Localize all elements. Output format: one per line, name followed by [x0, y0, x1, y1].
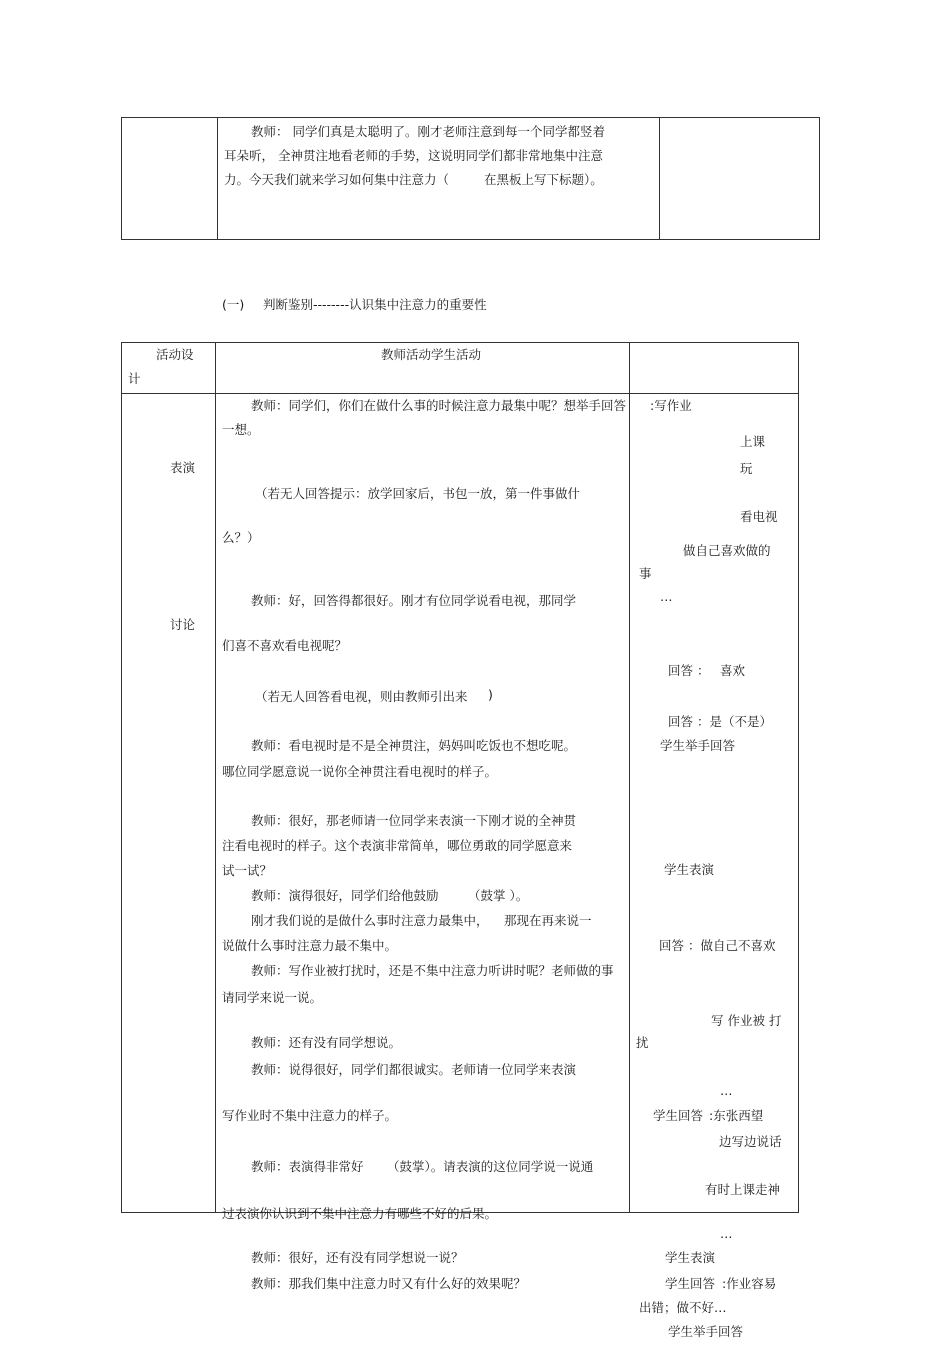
teacher-line: （若无人回答看电视，则由教师引出来 — [255, 689, 468, 704]
student-line: … — [720, 1083, 733, 1098]
student-line: 学生表演 — [664, 862, 715, 877]
student-line: 回答 ：是（不是） — [668, 714, 772, 729]
teacher-line: 过表演你认识到不集中注意力有哪些不好的后果。 — [222, 1206, 498, 1221]
student-line: … — [720, 1226, 733, 1241]
activity-table-divider-right — [629, 342, 630, 1213]
teacher-line: （鼓掌）。请表演的这位同学说一说通 — [387, 1159, 594, 1174]
student-line: 上课 — [740, 434, 766, 449]
teacher-line: 教师：说得很好，同学们都很诚实。老师请一位同学来表演 — [251, 1062, 577, 1077]
teacher-line: 教师：还有没有同学想说。 — [251, 1035, 402, 1050]
student-line: 写 作业被 打 — [711, 1013, 782, 1028]
student-line: 玩 — [740, 461, 753, 476]
student-line: :写作业 — [650, 398, 692, 413]
intro-text-line: 教师： 同学们真是太聪明了。刚才老师注意到每一个同学都竖着 — [251, 124, 605, 139]
teacher-line: 们喜不喜欢看电视呢？ — [222, 638, 348, 653]
teacher-line: 写作业时不集中注意力的样子。 — [222, 1108, 398, 1123]
teacher-line: 刚才我们说的是做什么事时注意力最集中， — [251, 913, 489, 928]
student-line: 有时上课走神 — [705, 1182, 781, 1197]
intro-text-line: 在黑板上写下标题）。 — [484, 172, 603, 187]
student-line: :东张西望 — [709, 1108, 764, 1123]
header-design: 活动设 — [156, 347, 194, 362]
student-line: 出错；做不好… — [639, 1300, 727, 1315]
student-line: :作业容易 — [722, 1276, 777, 1291]
student-line: 看电视 — [740, 509, 778, 524]
intro-table-divider-left — [217, 117, 218, 240]
teacher-line: 教师：很好，还有没有同学想说一说？ — [251, 1250, 464, 1265]
student-line: 回答 ：做自己不喜欢 — [659, 938, 776, 953]
teacher-line: 教师：演得很好，同学们给他鼓励 — [251, 888, 439, 903]
design-label: 表演 — [170, 460, 196, 475]
student-line: 学生举手回答 — [660, 738, 736, 753]
intro-text-line: 耳朵听， 全神贯注地看老师的手势，这说明同学们都非常地集中注意 — [224, 148, 603, 163]
section-title: 判断鉴别--------认识集中注意力的重要性 — [263, 297, 487, 312]
teacher-line: 注看电视时的样子。这个表演非常简单，哪位勇敢的同学愿意来 — [222, 838, 573, 853]
teacher-line: 教师：写作业被打扰时，还是不集中注意力听讲时呢？老师做的事 — [251, 963, 614, 978]
teacher-line: 教师：好，回答得都很好。刚才有位同学说看电视，那同学 — [251, 593, 577, 608]
student-line: 喜欢 — [720, 663, 746, 678]
student-line: 回答 ： — [668, 663, 710, 678]
teacher-line: 教师：看电视时是不是全神贯注，妈妈叫吃饭也不想吃呢。 — [251, 738, 577, 753]
activity-table-header-rule — [121, 393, 799, 394]
header-main: 教师活动学生活动 — [381, 347, 482, 362]
teacher-line: （若无人回答提示：放学回家后，书包一放，第一件事做什 — [255, 486, 581, 501]
teacher-line: 那现在再来说一 — [504, 913, 592, 928]
design-label: 讨论 — [170, 617, 196, 632]
student-line: 学生表演 — [665, 1250, 716, 1265]
teacher-line: 教师：很好，那老师请一位同学来表演一下刚才说的全神贯 — [251, 813, 577, 828]
teacher-line: 一想。 — [222, 422, 260, 437]
student-line: 学生回答 — [653, 1108, 704, 1123]
student-line: 边写边说话 — [719, 1134, 782, 1149]
teacher-line: （鼓掌 ）。 — [468, 888, 529, 903]
teacher-line: 教师：同学们，你们在做什么事的时候注意力最集中呢？想举手回答 — [251, 398, 627, 413]
intro-text-line: 力。今天我们就来学习如何集中注意力（ — [224, 172, 450, 187]
student-line: 学生举手回答 — [668, 1324, 744, 1339]
student-line: 做自己喜欢做的 — [683, 543, 771, 558]
intro-table-divider-right — [659, 117, 660, 240]
teacher-line: 哪位同学愿意说一说你全神贯注看电视时的样子。 — [222, 764, 498, 779]
student-line: … — [660, 589, 673, 604]
student-line: 学生回答 — [665, 1276, 716, 1291]
teacher-line: 教师：表演得非常好 — [251, 1159, 364, 1174]
teacher-line: 说做什么事时注意力最不集中。 — [222, 938, 398, 953]
student-line: 事 — [639, 566, 652, 581]
activity-table-divider-left — [215, 342, 216, 1213]
student-line: 扰 — [636, 1035, 649, 1050]
teacher-line: ) — [488, 687, 493, 702]
teacher-line: 教师：那我们集中注意力时又有什么好的效果呢？ — [251, 1276, 527, 1291]
teacher-line: 请同学来说一说。 — [222, 990, 323, 1005]
teacher-line: 试一试？ — [222, 863, 273, 878]
header-design: 计 — [128, 371, 141, 386]
teacher-line: 么？） — [222, 530, 260, 545]
section-number: (一) — [222, 297, 245, 312]
